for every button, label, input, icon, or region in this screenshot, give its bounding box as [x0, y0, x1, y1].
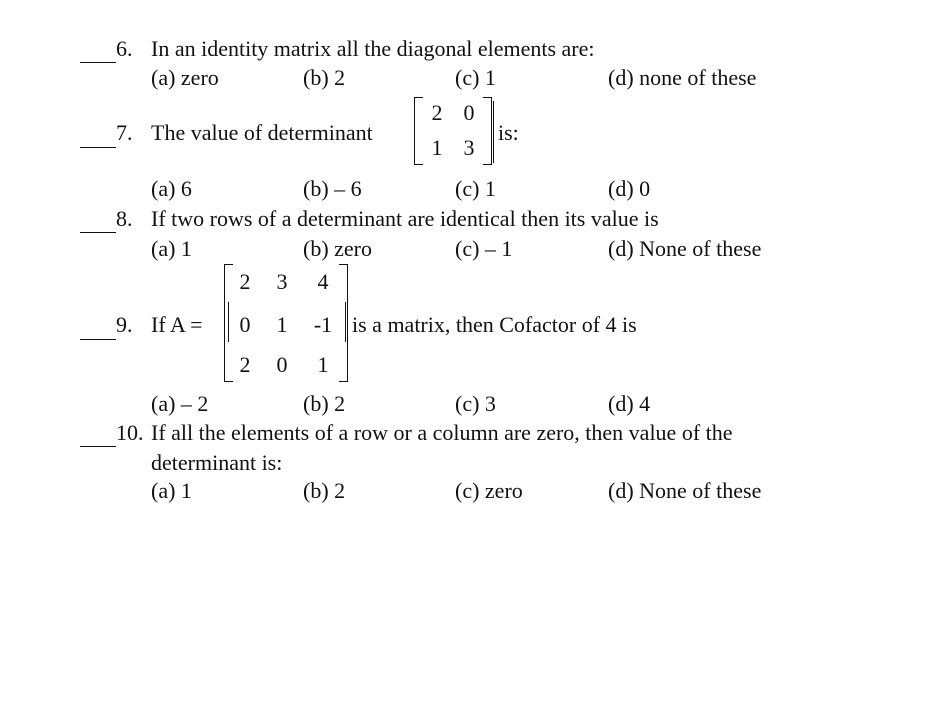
q7-option-d: (d) 0: [608, 176, 651, 201]
question-text-10-line2: determinant is:: [151, 450, 283, 475]
question-text-9-after: is a matrix, then Cofactor of 4 is: [352, 312, 637, 337]
q9-cell-2-3: -1: [313, 312, 333, 337]
q6-option-b: (b) 2: [303, 65, 346, 90]
question-number-8: 8.: [116, 206, 133, 231]
q7-cell-2-2: 3: [463, 135, 475, 160]
q9-option-a: (a) – 2: [151, 391, 209, 416]
q9-cell-3-1: 2: [239, 352, 251, 377]
determinant-matrix-q7: [414, 97, 492, 165]
q8-option-a: (a) 1: [151, 236, 192, 261]
q9-option-d: (d) 4: [608, 391, 651, 416]
q7-option-c: (c) 1: [455, 176, 496, 201]
q9-cell-1-1: 2: [239, 269, 251, 294]
question-text-7-before: The value of determinant: [151, 120, 373, 145]
question-text-6: In an identity matrix all the diagonal elements are:: [151, 36, 595, 61]
matrix-bar-left-q9: [228, 302, 229, 342]
q9-cell-1-3: 4: [317, 269, 329, 294]
q10-option-a: (a) 1: [151, 478, 192, 503]
question-text-7-after: is:: [498, 120, 519, 145]
q8-option-b: (b) zero: [303, 236, 373, 261]
question-number-10: 10.: [116, 420, 144, 445]
answer-blank-q8[interactable]: [80, 232, 116, 233]
q10-option-b: (b) 2: [303, 478, 346, 503]
q7-option-b: (b) – 6: [303, 176, 362, 201]
question-text-8: If two rows of a determinant are identical then its value is: [151, 206, 659, 231]
question-number-6: 6.: [116, 36, 133, 61]
matrix-a-q9: [224, 264, 348, 382]
q9-cell-3-2: 0: [276, 352, 288, 377]
q7-cell-1-1: 2: [431, 100, 443, 125]
q8-option-d: (d) None of these: [608, 236, 762, 261]
q8-option-c: (c) – 1: [455, 236, 513, 261]
q9-cell-3-3: 1: [317, 352, 329, 377]
q9-option-c: (c) 3: [455, 391, 496, 416]
question-text-10-line1: If all the elements of a row or a column are zero, then value of the: [151, 420, 733, 445]
answer-blank-q7[interactable]: [80, 147, 116, 148]
q10-option-d: (d) None of these: [608, 478, 762, 503]
question-number-7: 7.: [116, 120, 133, 145]
determinant-bar-q7: [493, 101, 494, 163]
answer-blank-q6[interactable]: [80, 62, 116, 63]
answer-blank-q9[interactable]: [80, 339, 116, 340]
q9-cell-2-2: 1: [276, 312, 288, 337]
question-number-9: 9.: [116, 312, 133, 337]
q6-option-d: (d) none of these: [608, 65, 757, 90]
matrix-bar-right-q9: [345, 302, 346, 342]
q9-cell-2-1: 0: [239, 312, 251, 337]
q7-cell-1-2: 0: [463, 100, 475, 125]
q6-option-a: (a) zero: [151, 65, 219, 90]
q6-option-c: (c) 1: [455, 65, 496, 90]
q7-cell-2-1: 1: [431, 135, 443, 160]
q9-cell-1-2: 3: [276, 269, 288, 294]
question-text-9-before: If A =: [151, 312, 203, 337]
answer-blank-q10[interactable]: [80, 446, 116, 447]
q10-option-c: (c) zero: [455, 478, 523, 503]
q9-option-b: (b) 2: [303, 391, 346, 416]
q7-option-a: (a) 6: [151, 176, 192, 201]
